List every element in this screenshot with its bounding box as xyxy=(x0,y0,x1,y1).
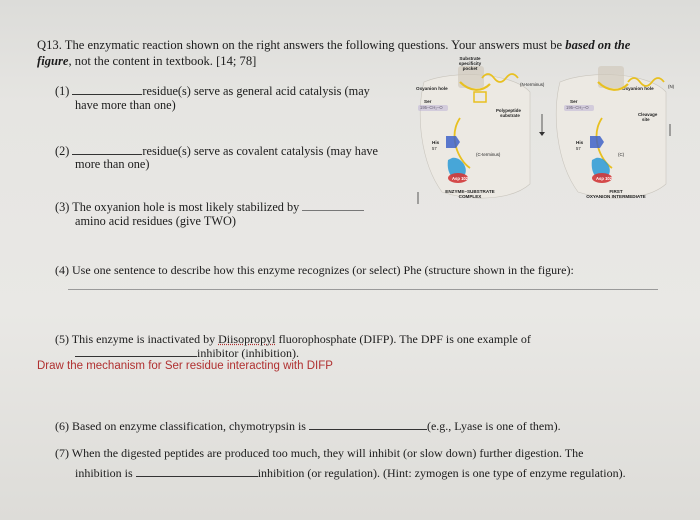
ser-label-left: Ser xyxy=(424,99,432,104)
question-7 xyxy=(55,446,583,461)
asp-label-left: Asp 102 xyxy=(452,176,469,181)
cleavage-label-2: site xyxy=(642,117,650,122)
caption-left-1: ENZYME–SUBSTRATE xyxy=(445,189,495,194)
c-terminus-label: (C-terminus) xyxy=(476,152,501,157)
q2-answer-blank[interactable] xyxy=(72,144,142,155)
n-terminus-label: (N-terminus) xyxy=(520,82,545,87)
n-label-right: (N) xyxy=(668,84,675,89)
enzyme-surface-left xyxy=(420,75,530,199)
c-label-right: (C) xyxy=(618,152,625,157)
q7-answer-blank[interactable] xyxy=(136,466,258,477)
caption-right-2: OXYANION INTERMEDIATE xyxy=(586,194,646,199)
q13-title-tail: , not the content in textbook. [14; 78] xyxy=(68,54,257,68)
question-4 xyxy=(55,263,574,278)
q7-line2 xyxy=(75,466,626,481)
ser-label-right: Ser xyxy=(570,99,578,104)
q1-answer-blank[interactable] xyxy=(72,84,142,95)
q3-number: (3) xyxy=(55,200,70,214)
caption-right-1: FIRST xyxy=(609,189,623,194)
q5-chemical-name: Diisopropyl xyxy=(218,332,276,346)
ser-residue-right: 195–CH₂–O xyxy=(566,105,589,110)
q5-number: (5) xyxy=(55,332,69,346)
q13-title-emphasis: based on the xyxy=(565,38,631,52)
q13-title-line1 xyxy=(37,38,630,53)
his-label-right: His xyxy=(576,140,584,145)
q1-text-line2: have more than one) xyxy=(75,98,176,112)
oxyanion-hole-label-left: Oxyanion hole xyxy=(416,86,448,91)
q3-text-line2: amino acid residues (give TWO) xyxy=(75,214,236,228)
q5-text-line2: inhibitor (inhibition). xyxy=(197,346,299,360)
q4-text: Use one sentence to describe how this enzyme recognizes (or select) Phe (structure shown in the figure): xyxy=(72,263,574,277)
q6-answer-blank[interactable] xyxy=(309,419,427,430)
enzyme-substrate-panel xyxy=(416,56,545,199)
q6-text-tail: (e.g., Lyase is one of them). xyxy=(426,419,561,433)
ser-highlight-right xyxy=(564,105,594,111)
q3-text: The oxyanion hole is most likely stabilized by xyxy=(72,200,300,214)
q5-text: This enzyme is inactivated by xyxy=(71,332,219,346)
q13-title-text: Q13. The enzymatic reaction shown on the right answers the following questions. Your answers must be xyxy=(37,38,566,52)
q2-text: residue(s) serve as covalent catalysis (may have xyxy=(142,144,379,158)
q7-text-tail: inhibition (or regulation). (Hint: zymogen is one type of enzyme regulation). xyxy=(257,466,626,480)
his-number-right: 57 xyxy=(576,146,581,151)
q7-text: When the digested peptides are produced too much, they will inhibit (or slow down) further digestion. The xyxy=(71,446,584,460)
question-6 xyxy=(55,419,561,434)
polypeptide-label-2: substrate xyxy=(500,113,520,118)
his-number-left: 57 xyxy=(432,146,437,151)
q5-text-tail: fluorophosphate (DIFP). The DPF is one example of xyxy=(275,332,531,346)
q5-instruction-note: Draw the mechanism for Ser residue interacting with DIFP xyxy=(37,360,333,372)
q1-number: (1) xyxy=(55,84,70,98)
q4-number: (4) xyxy=(55,263,69,277)
q7-text-line2: inhibition is xyxy=(75,466,133,480)
ser-highlight-left xyxy=(418,105,448,111)
question-1 xyxy=(55,84,370,99)
q5-line2 xyxy=(75,346,299,361)
specificity-label-2: specificity xyxy=(458,61,482,66)
q6-number: (6) xyxy=(55,419,69,433)
specificity-label-3: pocket xyxy=(462,66,478,71)
q7-number: (7) xyxy=(55,446,69,460)
forward-arrow-head xyxy=(539,132,545,136)
oxyanion-hole-label-right: Oxyanion hole xyxy=(622,86,654,91)
q13-title-line2 xyxy=(37,54,256,69)
polypeptide-label-1: Polypeptide xyxy=(496,108,521,113)
q6-text: Based on enzyme classification, chymotrypsin is xyxy=(72,419,306,433)
q2-number: (2) xyxy=(55,144,70,158)
specificity-label-1: Substrate xyxy=(459,56,481,61)
ser-residue-left: 195–CH₂–O xyxy=(420,105,443,110)
question-3 xyxy=(55,200,364,215)
q13-figure-emphasis: figure xyxy=(37,54,69,68)
cleavage-label-1: Cleavage xyxy=(638,112,658,117)
q1-text: residue(s) serve as general acid catalysis (may xyxy=(142,84,370,98)
oxyanion-intermediate-panel xyxy=(556,66,674,199)
q4-answer-line[interactable] xyxy=(68,289,658,290)
chymotrypsin-mechanism-figure xyxy=(412,52,682,212)
q2-text-line2: more than one) xyxy=(75,157,150,171)
question-5 xyxy=(55,332,531,347)
q5-answer-blank[interactable] xyxy=(75,346,197,357)
caption-left-2: COMPLEX xyxy=(458,194,482,199)
asp-label-right: Asp 102 xyxy=(596,176,613,181)
his-label-left: His xyxy=(432,140,440,145)
q3-answer-blank[interactable] xyxy=(302,200,364,211)
